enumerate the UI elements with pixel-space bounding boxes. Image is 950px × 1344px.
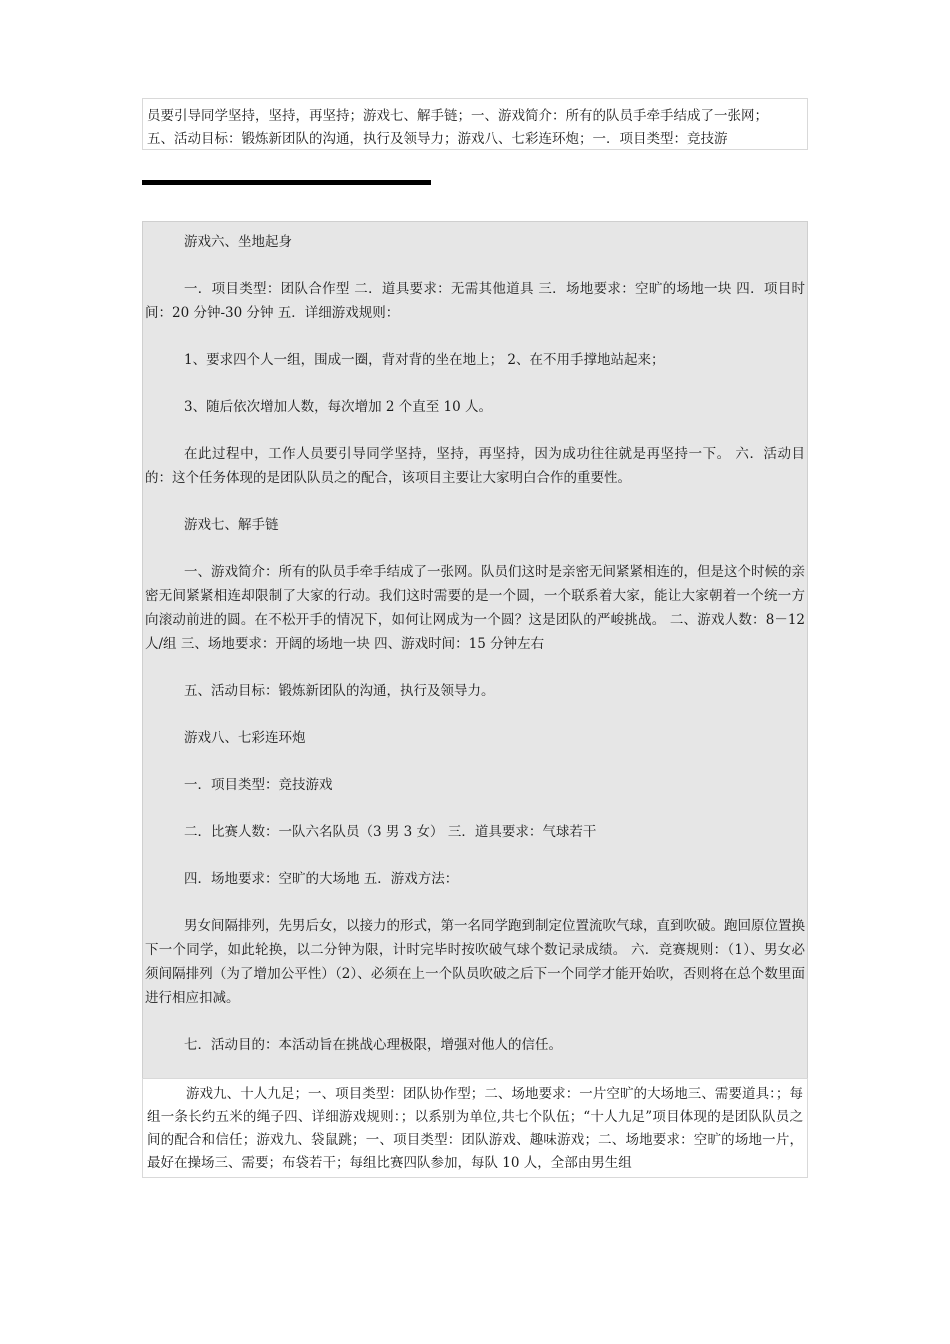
game-eight-venue: 四．场地要求：空旷的大场地 五．游戏方法： <box>184 871 459 887</box>
bottom-excerpt-text: 游戏九、十人九足；一、项目类型：团队协作型；二、场地要求：一片空旷的大场地三、需要道具：；每组一条长约五米的绳子四、详细游戏规则：；以系别为单位,共七个队伍；“十人九足”项目体现的是团队队员之间的配合和信任；游戏九、袋鼠跳；一、项目类型：团队游戏、趣味游戏；二、场地要求：空旷的场地一片，最好在操场三、需要；布袋若干；每组比赛四队参加，每队 10 人，全部由男生组 <box>147 1086 803 1171</box>
game-eight-type: 一．项目类型：竞技游戏 <box>184 777 333 793</box>
top-excerpt-box <box>142 98 808 150</box>
section-divider <box>142 180 431 185</box>
game-six-rules-1-2: 1、要求四个人一组，围成一圈，背对背的坐在地上； 2、在不用手撑地站起来； <box>184 352 665 368</box>
game-eight-title: 游戏八、七彩连环炮 <box>184 730 306 746</box>
article-box <box>142 221 808 1079</box>
game-six-title: 游戏六、坐地起身 <box>184 234 292 250</box>
top-excerpt-line-2: 五、活动目标：锻炼新团队的沟通，执行及领导力；游戏八、七彩连环炮；一．项目类型：竞技游 <box>147 131 728 147</box>
bottom-excerpt-box <box>142 1078 808 1178</box>
game-seven-intro: 一、游戏简介：所有的队员手牵手结成了一张网。队员们这时是亲密无间紧紧相连的，但是这个时候的亲密无间紧紧相连却限制了大家的行动。我们这时需要的是一个圆，一个联系着大家，能让大家朝着一个统一方向滚动前进的圆。在不松开手的情况下，如何让网成为一个圆？这是团队的严峻挑战。 二、游戏人数：8－12 人/组 三、场地要求：开阔的场地一块 四、游戏时间：15 分钟左右 <box>145 564 805 652</box>
game-eight-people: 二．比赛人数：一队六名队员（3 男 3 女） 三．道具要求：气球若干 <box>184 824 597 840</box>
top-excerpt-line-1: 员要引导同学坚持，坚持，再坚持；游戏七、解手链；一、游戏简介：所有的队员手牵手结成了一张网； <box>147 108 768 124</box>
game-six-info: 一．项目类型：团队合作型 二．道具要求：无需其他道具 三．场地要求：空旷的场地一块 四．项目时间：20 分钟-30 分钟 五．详细游戏规则： <box>145 281 805 321</box>
game-seven-goal: 五、活动目标：锻炼新团队的沟通，执行及领导力。 <box>184 683 495 699</box>
game-eight-method: 男女间隔排列，先男后女，以接力的形式，第一名同学跑到制定位置流吹气球，直到吹破。跑回原位置换下一个同学，如此轮换，以二分钟为限，计时完毕时按吹破气球个数记录成绩。 六．竞赛规则：（1）、男女必须间隔排列（为了增加公平性）（2）、必须在上一个队员吹破之后下一个同学才能开始吹，否则将在总个数里面进行相应扣减。 <box>145 918 805 1006</box>
game-seven-title: 游戏七、解手链 <box>184 517 279 533</box>
game-eight-purpose: 七．活动目的：本活动旨在挑战心理极限，增强对他人的信任。 <box>184 1037 562 1053</box>
game-six-rule-3: 3、随后依次增加人数，每次增加 2 个直至 10 人。 <box>184 399 493 415</box>
game-six-purpose: 在此过程中，工作人员要引导同学坚持，坚持，再坚持，因为成功往往就是再坚持一下。 六．活动目的：这个任务体现的是团队队员之的配合，该项目主要让大家明白合作的重要性。 <box>145 446 805 486</box>
